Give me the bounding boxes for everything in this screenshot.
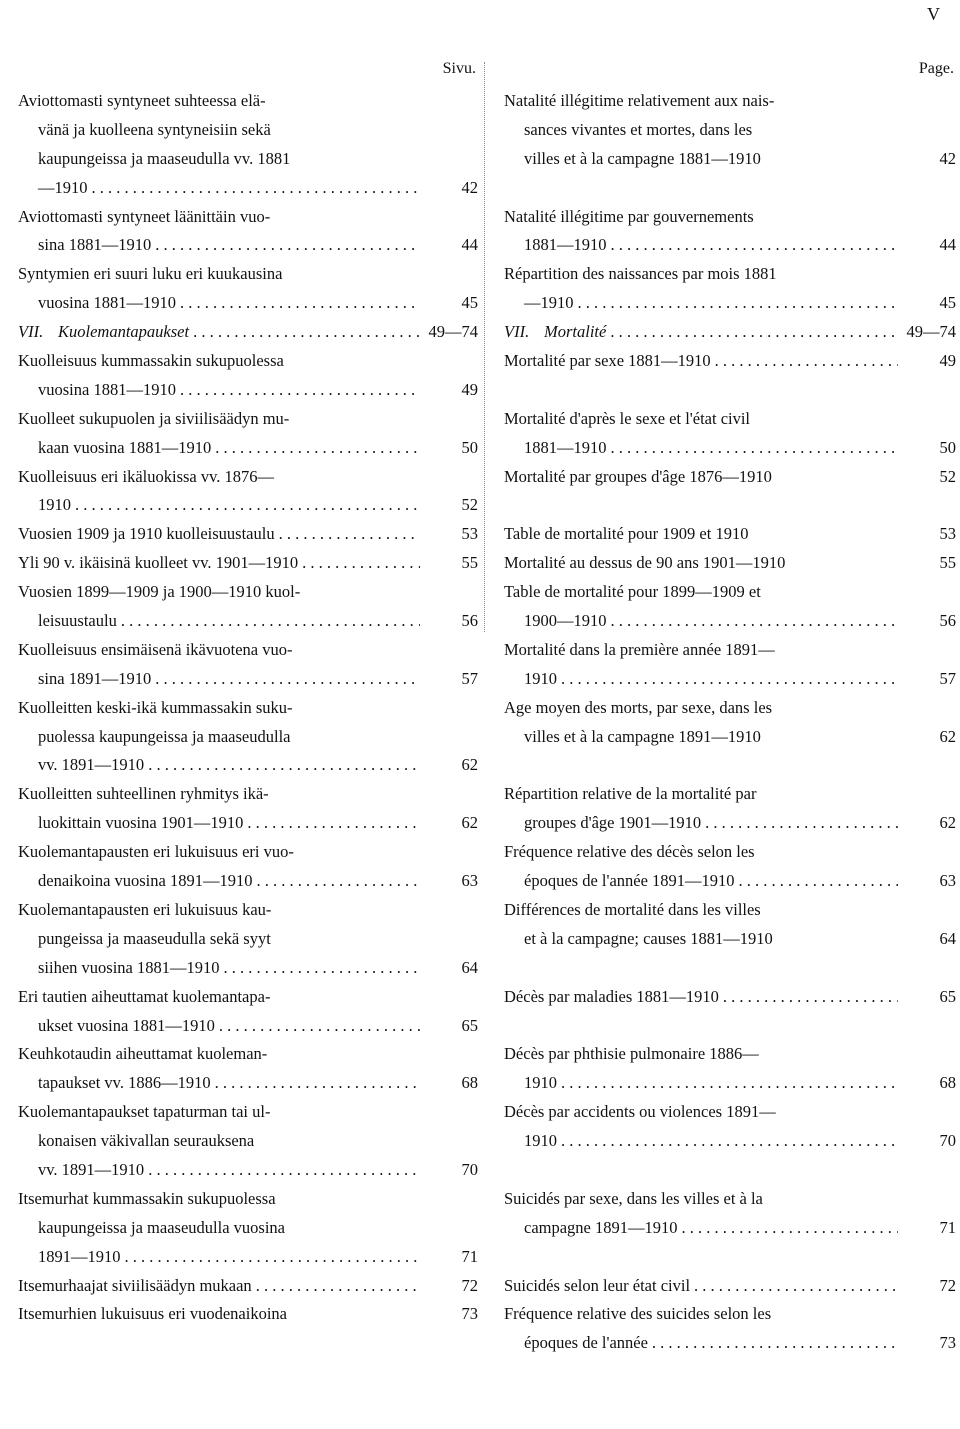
entry-text: Décès par accidents ou violences 1891—	[504, 1102, 776, 1122]
toc-entry-line	[18, 145, 478, 174]
dot-leader	[193, 318, 420, 347]
entry-text: vv. 1891—1910	[38, 1159, 145, 1179]
entry-text: siihen vuosina 1881—1910	[38, 957, 220, 977]
entry-text: sina 1891—1910	[38, 668, 152, 688]
entry-text: Kuolleitten suhteellinen ryhmitys ikä-	[18, 784, 269, 804]
toc-entry-line	[504, 578, 956, 607]
page-ref[interactable]: 68	[461, 1073, 478, 1093]
entry-text: Vuosien 1899—1909 ja 1900—1910 kuol-	[18, 582, 301, 602]
toc-entry-line	[504, 347, 956, 376]
toc-entry-line	[504, 636, 956, 665]
page-ref[interactable]: 62	[461, 755, 478, 775]
dot-leader	[215, 434, 420, 463]
toc-entry-line	[504, 434, 956, 463]
page-ref[interactable]: 50	[939, 437, 956, 457]
entry-text: vuosina 1881—1910	[38, 379, 176, 399]
toc-entry-line	[504, 1040, 956, 1069]
entry-text: vänä ja kuolleena syntyneisiin sekä	[38, 119, 271, 139]
toc-entry-line	[18, 1243, 478, 1272]
toc-entry[interactable]	[18, 1040, 478, 1098]
page-ref[interactable]: 50	[461, 437, 478, 457]
entry-text: villes et à la campagne 1881—1910	[524, 148, 761, 168]
page-number: V	[927, 4, 940, 24]
section-title: Mortalité	[544, 322, 607, 342]
page-ref[interactable]: 62	[939, 813, 956, 833]
toc-entry-line	[18, 289, 478, 318]
section-number: VII.	[504, 322, 530, 342]
toc-entry[interactable]	[18, 520, 478, 549]
toc-entry[interactable]	[504, 780, 956, 838]
toc-entry-line	[504, 665, 956, 694]
toc-entry-line	[18, 954, 478, 983]
entry-text: Différences de mortalité dans les villes	[504, 899, 761, 919]
toc-entry-line	[18, 1069, 478, 1098]
entry-text: pungeissa ja maaseudulla sekä syyt	[38, 928, 271, 948]
toc-entry[interactable]	[18, 578, 478, 636]
page-ref[interactable]: 64	[461, 957, 478, 977]
dot-leader	[256, 867, 420, 896]
toc-entry-line	[504, 1098, 956, 1127]
dot-leader	[224, 954, 421, 983]
toc-entry-line	[18, 116, 478, 145]
page-ref[interactable]: 71	[939, 1217, 956, 1237]
toc-entry[interactable]	[18, 1185, 478, 1272]
entry-text: vv. 1891—1910	[38, 755, 145, 775]
toc-entry[interactable]	[504, 838, 956, 896]
toc-entry-line	[504, 867, 956, 896]
toc-entries-finnish	[18, 87, 478, 1329]
page-ref[interactable]: 57	[939, 668, 956, 688]
toc-entry-line	[504, 1300, 956, 1329]
entry-text: —1910	[524, 293, 574, 313]
toc-entry[interactable]	[18, 1098, 478, 1185]
spacer	[504, 376, 956, 405]
toc-entry-line	[504, 145, 956, 174]
dot-leader	[694, 1272, 898, 1301]
toc-entry[interactable]	[18, 694, 478, 781]
toc-entry[interactable]	[504, 983, 956, 1012]
entry-text: Kuolleisuus kummassakin sukupuolessa	[18, 351, 284, 371]
toc-entry[interactable]	[18, 838, 478, 896]
column-header-sivu: Sivu.	[442, 60, 476, 77]
page-ref[interactable]: 49	[461, 379, 478, 399]
dot-leader	[611, 434, 899, 463]
toc-entry-line	[18, 434, 478, 463]
entry-text: 1910	[524, 1073, 557, 1093]
toc-entry[interactable]	[18, 463, 478, 521]
toc-entry[interactable]	[18, 549, 478, 578]
toc-entry-line	[504, 405, 956, 434]
dot-leader	[302, 549, 420, 578]
toc-entry[interactable]	[18, 203, 478, 261]
toc-entry-line	[18, 520, 478, 549]
dot-leader	[180, 289, 420, 318]
spacer	[504, 1156, 956, 1185]
spacer	[504, 751, 956, 780]
toc-entry-line	[18, 376, 478, 405]
toc-entry-line	[18, 1185, 478, 1214]
page-ref[interactable]: 71	[461, 1246, 478, 1266]
toc-entry-line	[504, 203, 956, 232]
page-ref[interactable]: 45	[939, 293, 956, 313]
page-ref[interactable]: 64	[939, 928, 956, 948]
toc-entry-line	[18, 780, 478, 809]
toc-section[interactable]	[18, 318, 478, 347]
toc-entry-line	[18, 1156, 478, 1185]
entry-text: Mortalité dans la première année 1891—	[504, 639, 775, 659]
page-ref[interactable]: 65	[939, 986, 956, 1006]
dot-leader	[75, 491, 420, 520]
dot-leader	[180, 376, 420, 405]
entry-text: luokittain vuosina 1901—1910	[38, 813, 244, 833]
entry-text: 1881—1910	[524, 437, 607, 457]
toc-entry[interactable]	[504, 463, 956, 492]
dot-leader	[279, 520, 420, 549]
toc-entry-line	[18, 665, 478, 694]
entry-text: ukset vuosina 1881—1910	[38, 1015, 215, 1035]
toc-entry-line	[504, 983, 956, 1012]
toc-entry-line	[504, 1127, 956, 1156]
page-ref[interactable]: 49—74	[428, 322, 478, 342]
toc-entry-line	[18, 723, 478, 752]
toc-entry-line	[18, 607, 478, 636]
entry-text: Décès par phthisie pulmonaire 1886—	[504, 1044, 759, 1064]
entry-text: Syntymien eri suuri luku eri kuukausina	[18, 264, 283, 284]
entry-text: 1891—1910	[38, 1246, 121, 1266]
page-ref[interactable]: 73	[461, 1304, 478, 1324]
dot-leader	[125, 1243, 421, 1272]
entry-text: Itsemurhien lukuisuus eri vuodenaikoina	[18, 1304, 287, 1324]
toc-entry[interactable]	[504, 549, 956, 578]
dot-leader	[715, 347, 898, 376]
entry-text: Itsemurhaajat siviilisäädyn mukaan	[18, 1275, 252, 1295]
toc-entry[interactable]	[18, 636, 478, 694]
toc-entry[interactable]	[18, 1272, 478, 1301]
entry-text: Kuolleet sukupuolen ja siviilisäädyn mu-	[18, 408, 290, 428]
entry-text: Kuolemantapaukset tapaturman tai ul-	[18, 1102, 271, 1122]
toc-entry[interactable]	[18, 1300, 478, 1329]
entry-text: Kuolemantapausten eri lukuisuus eri vuo-	[18, 842, 294, 862]
toc-entry-line	[18, 578, 478, 607]
page-ref[interactable]: 63	[461, 871, 478, 891]
toc-entry-line	[18, 1098, 478, 1127]
dot-leader	[256, 1272, 420, 1301]
entry-text: Kuolleisuus ensimäisenä ikävuotena vuo-	[18, 639, 293, 659]
toc-entry[interactable]	[504, 1300, 956, 1358]
page-ref[interactable]: 52	[461, 495, 478, 515]
page-ref[interactable]: 55	[939, 553, 956, 573]
toc-entry-line	[18, 1272, 478, 1301]
dot-leader	[92, 174, 421, 203]
toc-entry-line	[18, 174, 478, 203]
entry-text: Suicidés selon leur état civil	[504, 1275, 691, 1295]
dot-leader	[739, 867, 898, 896]
toc-column-french	[504, 58, 956, 1358]
entry-text: Suicidés par sexe, dans les villes et à la	[504, 1188, 763, 1208]
dot-leader	[219, 1012, 420, 1041]
entry-text: Itsemurhat kummassakin sukupuolessa	[18, 1188, 276, 1208]
page-ref[interactable]: 62	[939, 726, 956, 746]
entry-text: Keuhkotaudin aiheuttamat kuoleman-	[18, 1044, 268, 1064]
dot-leader	[561, 665, 898, 694]
toc-entry-line	[18, 1214, 478, 1243]
entry-text: Mortalité au dessus de 90 ans 1901—1910	[504, 553, 786, 573]
toc-entry[interactable]	[18, 896, 478, 983]
toc-entry-line	[18, 751, 478, 780]
toc-entry-line	[504, 723, 956, 752]
toc-entry[interactable]	[504, 520, 956, 549]
toc-entry[interactable]	[504, 1098, 956, 1156]
dot-leader	[611, 231, 899, 260]
entry-text: Eri tautien aiheuttamat kuolemantapa-	[18, 986, 271, 1006]
entry-text: kaupungeissa ja maaseudulla vuosina	[38, 1217, 285, 1237]
toc-entry-line	[18, 347, 478, 376]
dot-leader	[705, 809, 898, 838]
entry-text: Yli 90 v. ikäisinä kuolleet vv. 1901—1910	[18, 553, 299, 573]
toc-entry-line	[18, 983, 478, 1012]
toc-entry-line	[504, 838, 956, 867]
toc-entry[interactable]	[504, 87, 956, 174]
entry-text: Kuolemantapausten eri lukuisuus kau-	[18, 899, 272, 919]
dot-leader	[121, 607, 420, 636]
toc-entry-line	[18, 925, 478, 954]
dot-leader	[723, 983, 898, 1012]
entry-text: sina 1881—1910	[38, 235, 152, 255]
toc-entry-line	[18, 809, 478, 838]
entry-text: —1910	[38, 177, 88, 197]
spacer	[504, 174, 956, 203]
toc-entry-line	[504, 809, 956, 838]
toc-entry[interactable]	[18, 983, 478, 1041]
toc-entry[interactable]	[504, 203, 956, 261]
toc-entry-line	[18, 318, 478, 347]
toc-entry-line	[504, 925, 956, 954]
toc-entry[interactable]	[504, 260, 956, 318]
toc-entry[interactable]	[504, 405, 956, 463]
dot-leader	[682, 1214, 898, 1243]
toc-entry-line	[504, 896, 956, 925]
toc-entry-line	[18, 231, 478, 260]
toc-entry-line	[504, 87, 956, 116]
toc-entry-line	[504, 694, 956, 723]
entry-text: leisuustaulu	[38, 611, 117, 631]
dot-leader	[561, 1069, 898, 1098]
page-ref[interactable]: 49	[939, 351, 956, 371]
toc-entry-line	[18, 405, 478, 434]
page-ref[interactable]: 49—74	[906, 322, 956, 342]
entry-text: 1910	[524, 668, 557, 688]
toc-entry-line	[18, 1012, 478, 1041]
toc-entries-french	[504, 87, 956, 1358]
toc-entry[interactable]	[18, 260, 478, 318]
toc-entry[interactable]	[18, 405, 478, 463]
entry-text: 1910	[38, 495, 71, 515]
entry-text: sances vivantes et mortes, dans les	[524, 119, 753, 139]
toc-entry[interactable]	[504, 1272, 956, 1301]
toc-entry[interactable]	[504, 1040, 956, 1098]
toc-entry-line	[18, 1127, 478, 1156]
page-ref[interactable]: 70	[939, 1131, 956, 1151]
toc-entry-line	[18, 463, 478, 492]
page-ref[interactable]: 53	[939, 524, 956, 544]
toc-entry-line	[504, 1069, 956, 1098]
toc-entry[interactable]	[504, 1185, 956, 1243]
dot-leader	[247, 809, 420, 838]
entry-text: et à la campagne; causes 1881—1910	[524, 928, 773, 948]
toc-entry[interactable]	[504, 896, 956, 954]
toc-entry-line	[504, 607, 956, 636]
toc-column-finnish	[18, 58, 478, 1329]
toc-entry-line	[504, 1185, 956, 1214]
page-ref[interactable]: 62	[461, 813, 478, 833]
toc-entry-line	[504, 318, 956, 347]
entry-text: époques de l'année	[524, 1333, 648, 1353]
toc-entry-line	[504, 260, 956, 289]
entry-text: Table de mortalité pour 1909 et 1910	[504, 524, 749, 544]
toc-entry-line	[504, 549, 956, 578]
dot-leader	[611, 607, 899, 636]
entry-text: Aviottomasti syntyneet läänittäin vuo-	[18, 206, 271, 226]
toc-entry-line	[504, 520, 956, 549]
spacer	[504, 491, 956, 520]
page-ref[interactable]: 70	[461, 1159, 478, 1179]
entry-text: tapaukset vv. 1886—1910	[38, 1073, 211, 1093]
entry-text: Répartition relative de la mortalité par	[504, 784, 757, 804]
entry-text: Mortalité par sexe 1881—1910	[504, 351, 711, 371]
toc-entry-line	[18, 549, 478, 578]
page-ref[interactable]: 42	[461, 177, 478, 197]
spacer	[504, 954, 956, 983]
toc-entry-line	[504, 1214, 956, 1243]
toc-entry-line	[18, 260, 478, 289]
toc-entry-line	[18, 896, 478, 925]
section-title: Kuolemantapaukset	[58, 322, 190, 342]
dot-leader	[578, 289, 899, 318]
toc-entry[interactable]	[18, 347, 478, 405]
page-ref[interactable]: 56	[461, 611, 478, 631]
entry-text: Fréquence relative des suicides selon les	[504, 1304, 772, 1324]
column-header-page: Page.	[918, 60, 954, 77]
entry-text: Répartition des naissances par mois 1881	[504, 264, 777, 284]
dot-leader	[215, 1069, 420, 1098]
toc-entry[interactable]	[504, 636, 956, 694]
entry-text: Vuosien 1909 ja 1910 kuolleisuustaulu	[18, 524, 275, 544]
page-ref[interactable]: 53	[461, 524, 478, 544]
dot-leader	[155, 665, 420, 694]
toc-entry-line	[504, 463, 956, 492]
section-number: VII.	[18, 322, 44, 342]
entry-text: villes et à la campagne 1891—1910	[524, 726, 761, 746]
dot-leader	[652, 1329, 898, 1358]
entry-text: Décès par maladies 1881—1910	[504, 986, 719, 1006]
toc-entry-line	[18, 491, 478, 520]
page-ref[interactable]: 63	[939, 871, 956, 891]
toc-section[interactable]	[504, 318, 956, 347]
toc-entry[interactable]	[18, 780, 478, 838]
entry-text: campagne 1891—1910	[524, 1217, 678, 1237]
dot-leader	[148, 751, 420, 780]
page-ref[interactable]: 65	[461, 1015, 478, 1035]
entry-text: Natalité illégitime relativement aux nais-	[504, 91, 775, 110]
dot-leader	[148, 1156, 420, 1185]
page-ref[interactable]: 52	[939, 466, 956, 486]
page-ref[interactable]: 44	[461, 235, 478, 255]
toc-entry-line	[18, 1040, 478, 1069]
toc-entry-line	[504, 116, 956, 145]
entry-text: Table de mortalité pour 1899—1909 et	[504, 582, 761, 602]
spacer	[504, 1012, 956, 1041]
entry-text: vuosina 1881—1910	[38, 293, 176, 313]
toc-entry-line	[504, 289, 956, 318]
column-divider	[484, 62, 485, 632]
entry-text: Fréquence relative des décès selon les	[504, 842, 755, 862]
entry-text: Mortalité d'après le sexe et l'état civil	[504, 408, 751, 428]
entry-text: kaan vuosina 1881—1910	[38, 437, 212, 457]
entry-text: groupes d'âge 1901—1910	[524, 813, 702, 833]
entry-text: Natalité illégitime par gouvernements	[504, 206, 754, 226]
page-ref[interactable]: 55	[461, 553, 478, 573]
entry-text: kaupungeissa ja maaseudulla vv. 1881	[38, 148, 291, 168]
page-ref[interactable]: 42	[939, 148, 956, 168]
entry-text: Age moyen des morts, par sexe, dans les	[504, 697, 773, 717]
page-ref[interactable]: 45	[461, 293, 478, 313]
page-ref[interactable]: 72	[461, 1275, 478, 1295]
page-ref[interactable]: 57	[461, 668, 478, 688]
toc-entry-line	[18, 838, 478, 867]
entry-text: Mortalité par groupes d'âge 1876—1910	[504, 466, 772, 486]
toc-entry-line	[18, 694, 478, 723]
toc-entry[interactable]	[504, 578, 956, 636]
entry-text: puolessa kaupungeissa ja maaseudulla	[38, 726, 291, 746]
toc-entry-line	[18, 1300, 478, 1329]
toc-entry-line	[18, 203, 478, 232]
entry-text: konaisen väkivallan seurauksena	[38, 1131, 255, 1151]
dot-leader	[155, 231, 420, 260]
dot-leader	[561, 1127, 898, 1156]
page-ref[interactable]: 44	[939, 235, 956, 255]
page-ref[interactable]: 56	[939, 611, 956, 631]
entry-text: 1900—1910	[524, 611, 607, 631]
toc-entry-line	[504, 231, 956, 260]
page-ref[interactable]: 72	[939, 1275, 956, 1295]
toc-entry[interactable]	[504, 347, 956, 376]
entry-text: 1881—1910	[524, 235, 607, 255]
entry-text: époques de l'année 1891—1910	[524, 871, 735, 891]
dot-leader	[610, 318, 898, 347]
entry-text: 1910	[524, 1131, 557, 1151]
toc-entry[interactable]	[504, 694, 956, 752]
toc-entry-line	[18, 636, 478, 665]
entry-text: Aviottomasti syntyneet suhteessa elä-	[18, 91, 266, 110]
toc-entry-line	[504, 1329, 956, 1358]
page-ref[interactable]: 68	[939, 1073, 956, 1093]
toc-entry[interactable]	[18, 87, 478, 203]
entry-text: Kuolleitten keski-ikä kummassakin suku-	[18, 697, 293, 717]
entry-text: Kuolleisuus eri ikäluokissa vv. 1876—	[18, 466, 275, 486]
toc-entry-line	[504, 780, 956, 809]
entry-text: denaikoina vuosina 1891—1910	[38, 871, 253, 891]
toc-entry-line	[504, 1272, 956, 1301]
toc-entry-line	[18, 87, 478, 116]
spacer	[504, 1243, 956, 1272]
page-ref[interactable]: 73	[939, 1333, 956, 1353]
toc-entry-line	[18, 867, 478, 896]
